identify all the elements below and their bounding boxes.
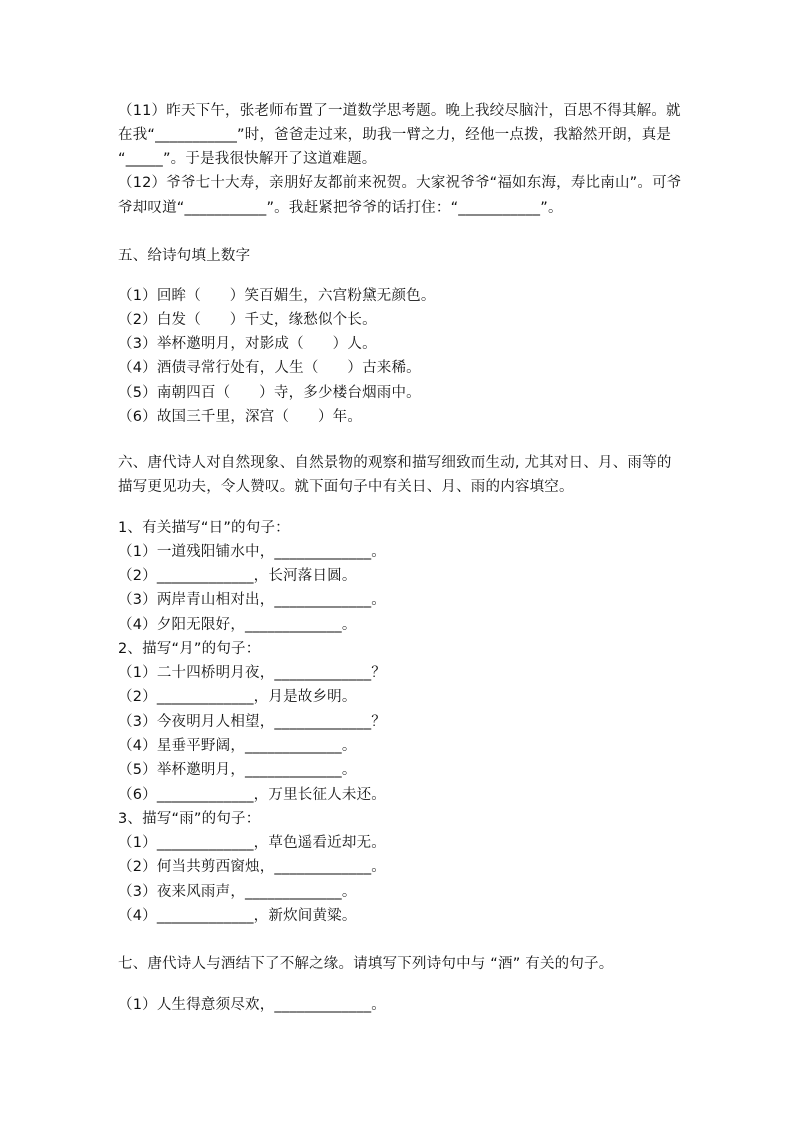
section-5-item: （6）故国三千里，深宫（ ）年。 (118, 409, 363, 425)
section-5-title: 五、给诗句填上数字 (118, 248, 251, 264)
rain-question: （4）_____________，新炊间黄粱。 (118, 908, 357, 924)
sun-subsection-title: 1、有关描写“日”的句子： (118, 520, 290, 536)
sun-question: （4）夕阳无限好，_____________。 (118, 617, 357, 633)
moon-question: （2）_____________，月是故乡明。 (118, 689, 357, 705)
rain-question: （2）何当共剪西窗烛，_____________。 (118, 859, 386, 875)
moon-subsection-title: 2、描写“月”的句子： (118, 641, 261, 657)
section-7-title: 七、唐代诗人与酒结下了不解之缘。请填写下列诗句中与 “酒” 有关的句子。 (118, 956, 614, 972)
question-11-line-2: 在我“___________”时，爸爸走过来，助我一臂之力，经他一点拨，我豁然开朗，真是 (118, 127, 672, 143)
section-5-item: （1）回眸（ ）笑百媚生，六宫粉黛无颜色。 (118, 288, 436, 304)
section-5-item: （5）南朝四百（ ）寺，多少楼台烟雨中。 (118, 385, 421, 401)
section-6-title-line-2: 描写更见功夫，令人赞叹。就下面句子中有关日、月、雨的内容填空。 (118, 479, 574, 495)
wine-question: （1）人生得意须尽欢，_____________。 (118, 997, 386, 1013)
question-11-line-1: （11）昨天下午，张老师布置了一道数学思考题。晚上我绞尽脑汁，百思不得其解。就 (118, 103, 681, 119)
section-6-title-line-1: 六、唐代诗人对自然现象、自然景物的观察和描写细致而生动, 尤其对日、月、雨等的 (118, 455, 672, 471)
moon-question: （4）星垂平野阔，_____________。 (118, 738, 357, 754)
question-12-line-1: （12）爷爷七十大寿，亲朋好友都前来祝贺。大家祝爷爷“福如东海，寿比南山”。可爷 (118, 175, 682, 191)
rain-subsection-title: 3、描写“雨”的句子： (118, 811, 261, 827)
sun-question: （3）两岸青山相对出，_____________。 (118, 592, 386, 608)
moon-question: （3）今夜明月人相望，_____________？ (118, 714, 386, 730)
moon-question: （1）二十四桥明月夜，_____________？ (118, 665, 386, 681)
rain-question: （3）夜来风雨声，_____________。 (118, 884, 357, 900)
question-12-line-2: 爷却叹道“___________”。我赶紧把爷爷的话打住：“___________”。 (118, 200, 563, 216)
moon-question: （5）举杯邀明月，_____________。 (118, 762, 357, 778)
section-5-item: （2）白发（ ）千丈，缘愁似个长。 (118, 312, 377, 328)
moon-question: （6）_____________，万里长征人未还。 (118, 787, 386, 803)
rain-question: （1）_____________，草色遥看近却无。 (118, 835, 386, 851)
section-5-item: （3）举杯邀明月，对影成（ ）人。 (118, 336, 377, 352)
section-5-item: （4）酒债寻常行处有，人生（ ）古来稀。 (118, 360, 421, 376)
question-11-line-3: “_____”。于是我很快解开了这道难题。 (118, 151, 377, 167)
sun-question: （1）一道残阳铺水中，_____________。 (118, 544, 386, 560)
sun-question: （2）_____________，长河落日圆。 (118, 568, 357, 584)
